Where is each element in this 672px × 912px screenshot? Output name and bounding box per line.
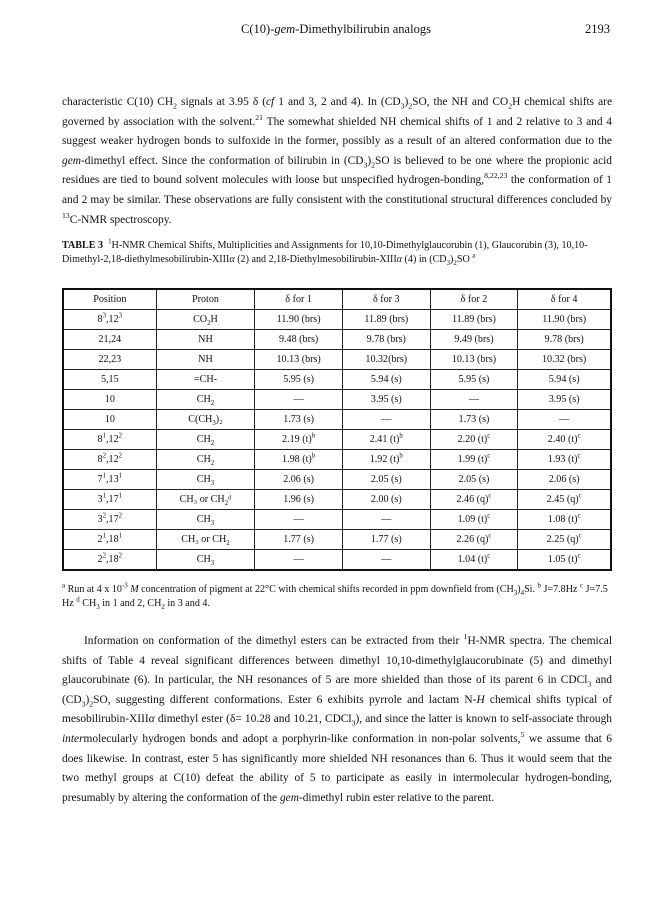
cell-shift-3: 11.89 (brs) [430,310,518,330]
cell-shift-3: 1.04 $(t)^c$ [430,550,518,571]
cell-position: 5,15 [63,370,156,390]
cell-shift-2: 2.41 $(t)^b$ [342,430,430,450]
running-head [62,22,610,37]
col-header-delta-1: δ for 1 [255,289,343,310]
cell-shift-4: 2.40 $(t)^c$ [518,430,611,450]
cell-proton: $CH_2$ [156,430,255,450]
cell-shift-2: — [342,550,430,571]
col-header-delta-2: δ for 2 [430,289,518,310]
cell-shift-1: 5.95 (s) [255,370,343,390]
cell-shift-2: 2.00 (s) [342,490,430,510]
cell-shift-1: — [255,550,343,571]
cell-position: $8^1,12^2$ [63,430,156,450]
cell-shift-2: 9.78 (brs) [342,330,430,350]
cell-proton: $CH_3$ [156,550,255,571]
cell-shift-4: 2.25 $(q)^c$ [518,530,611,550]
cell-position: $2^2,18^2$ [63,550,156,571]
cell-shift-3: 5.95 (s) [430,370,518,390]
cell-shift-4: 9.78 (brs) [518,330,611,350]
table-row [63,490,611,510]
running-head-title: C(10)-gem-Dimethylbilirubin analogs [241,22,431,36]
cell-shift-1: — [255,390,343,410]
cell-shift-4: 3.95 (s) [518,390,611,410]
cell-shift-2: 2.05 (s) [342,470,430,490]
cell-position: $3^1,17^1$ [63,490,156,510]
nmr-shift-table [62,288,612,571]
table-row [63,470,611,490]
cell-proton: =CH- [156,370,255,390]
col-header-proton: Proton [156,289,255,310]
cell-position: 10 [63,410,156,430]
table-row [63,350,611,370]
table-row [63,550,611,571]
page-number: 2193 [585,22,610,36]
cell-position: 21,24 [63,330,156,350]
cell-shift-4: — [518,410,611,430]
table-row [63,510,611,530]
cell-proton: $CH_2$ [156,450,255,470]
paragraph-2: Information on conformation of the dimethyl esters can be extracted from their $^1$H-NMR spectra. The chemical shifts of Table 4 reveal significant differences between dimethyl 10,10-dimethylglaucorubinate (5) and dimethyl glaucorubinate (6). In particular, the NH resonances of 5 are more shielded than those of its parent 6 in CDCl$_3$ and $(CD_3)_2SO$, suggesting different conformations. Ester 6 exhibits pyrrole and lactam N-H chemical shifts typical of mesobilirubin-XIIIα dimethyl ester (δ= 10.28 and 10.21, CDCl$_3$), and since the latter is known to self-associate through intermolecularly hydrogen bonds and adopt a porphyrin-like conformation in non-polar solvents,$^5$ we assume that 6 does likewise. In contrast, ester 5 has significantly more shielded NH resonances than 6. Thus it would seem that the two methyl groups at C(10) defeat the ability of 5 to participate as easily in intermolecular hydrogen-bonding, presumably by altering the conformation of the gem-dimethyl rubin ester relative to the parent. [62,632,612,804]
cell-position: $2^1,18^1$ [63,530,156,550]
cell-shift-1: 1.77 (s) [255,530,343,550]
table-footnote: $^a$ Run at 4 x $10^{-3}$ M concentration of pigment at 22°C with chemical shifts recorded in ppm downfield from $(CH_3)_4Si$. $^b$ J=7.8Hz $^c$ J=7.5 Hz $^d$ $CH_3$ in 1 and 2, $CH_2$ in 3 and 4. [62,582,608,612]
cell-proton: $CH_2$ [156,390,255,410]
table-row [63,410,611,430]
cell-proton: CH₃ or $CH_2ᵈ$ [156,490,255,510]
cell-shift-4: 10.32 (brs) [518,350,611,370]
table-row [63,330,611,350]
table-row [63,310,611,330]
cell-shift-4: 11.90 (brs) [518,310,611,330]
cell-proton: NH [156,350,255,370]
cell-shift-4: 1.08 $(t)^c$ [518,510,611,530]
table-row [63,430,611,450]
col-header-delta-4: δ for 4 [518,289,611,310]
cell-shift-3: 2.05 (s) [430,470,518,490]
cell-proton: $CH_3$ [156,510,255,530]
cell-shift-1: 1.73 (s) [255,410,343,430]
cell-shift-2: 10.32(brs) [342,350,430,370]
cell-position: $7^1,13^1$ [63,470,156,490]
cell-shift-3: 9.49 (brs) [430,330,518,350]
cell-shift-3: 1.73 (s) [430,410,518,430]
table-row [63,370,611,390]
cell-shift-3: 10.13 (brs) [430,350,518,370]
col-header-position: Position [63,289,156,310]
cell-shift-1: 1.98 $(t)^b$ [255,450,343,470]
cell-shift-2: 1.77 (s) [342,530,430,550]
cell-shift-2: 3.95 (s) [342,390,430,410]
cell-shift-3: 1.99 $(t)^c$ [430,450,518,470]
cell-shift-1: 11.90 (brs) [255,310,343,330]
cell-shift-1: 2.06 (s) [255,470,343,490]
cell-position: $3^2,17^2$ [63,510,156,530]
table-row [63,450,611,470]
cell-shift-2: — [342,510,430,530]
table-row [63,390,611,410]
cell-shift-4: 1.93 $(t)^c$ [518,450,611,470]
cell-shift-3: 2.46 $(q)^c$ [430,490,518,510]
cell-position: 10 [63,390,156,410]
cell-position: 22,23 [63,350,156,370]
cell-shift-2: 1.92 $(t)^b$ [342,450,430,470]
cell-shift-1: — [255,510,343,530]
cell-proton: $C(CH_3)_2$ [156,410,255,430]
cell-shift-4: 5.94 (s) [518,370,611,390]
cell-shift-2: 5.94 (s) [342,370,430,390]
cell-shift-1: 1.96 (s) [255,490,343,510]
cell-shift-2: — [342,410,430,430]
cell-shift-2: 11.89 (brs) [342,310,430,330]
table-row [63,530,611,550]
col-header-delta-3: δ for 3 [342,289,430,310]
table-header-row [63,289,611,310]
cell-proton: CH₃ or $CH_2$ [156,530,255,550]
cell-position: $8^3,12^3$ [63,310,156,330]
cell-shift-1: 9.48 (brs) [255,330,343,350]
cell-proton: $CO_2H$ [156,310,255,330]
cell-shift-1: 2.19 $(t)^b$ [255,430,343,450]
cell-proton: NH [156,330,255,350]
table-label: TABLE 3 [62,240,104,251]
cell-shift-4: 2.45 $(q)^c$ [518,490,611,510]
cell-shift-3: 2.20 $(t)^c$ [430,430,518,450]
cell-proton: $CH_3$ [156,470,255,490]
cell-shift-3: 1.09 $(t)^c$ [430,510,518,530]
cell-shift-3: 2.26 $(q)^c$ [430,530,518,550]
table-caption: TABLE 3 $^1$H-NMR Chemical Shifts, Multiplicities and Assignments for 10,10-Dimethylglaucorubin (1), Glaucorubin (3), 10,10-Dimethyl-2,18-diethylmesobilirubin-XIIIα (2) and 2,18-Diethylmesobilirubin-XIIIα (4) in $(CD_3)_2SO$ $^a$ [62,238,588,267]
cell-shift-3: — [430,390,518,410]
cell-shift-4: 1.05 $(t)^c$ [518,550,611,571]
cell-shift-1: 10.13 (brs) [255,350,343,370]
cell-shift-4: 2.06 (s) [518,470,611,490]
paragraph-1: characteristic C(10) $CH_2$ signals at 3.95 δ (cf 1 and 3, 2 and 4). In $(CD_3)_2SO$, the NH and $CO_2H$ chemical shifts are governed by association with the solvent.$^{21}$ The somewhat shielded NH chemical shifts of 1 and 2 relative to 3 and 4 suggest weaker hydrogen bonds to sulfoxide in the former, possibly as a result of an altered conformation due to the gem-dimethyl effect. Since the conformation of bilirubin in $(CD_3)_2SO$ is believed to be one where the propionic acid residues are tied to bound solvent molecules with loose but unspecified hydrogen-bonding,$^{8,22,23}$ the conformation of 1 and 2 may be similar. These observations are fully consistent with the constitutional structural differences concluded by $^{13}$C-NMR spectroscopy. [62,96,613,226]
cell-position: $8^2,12^2$ [63,450,156,470]
